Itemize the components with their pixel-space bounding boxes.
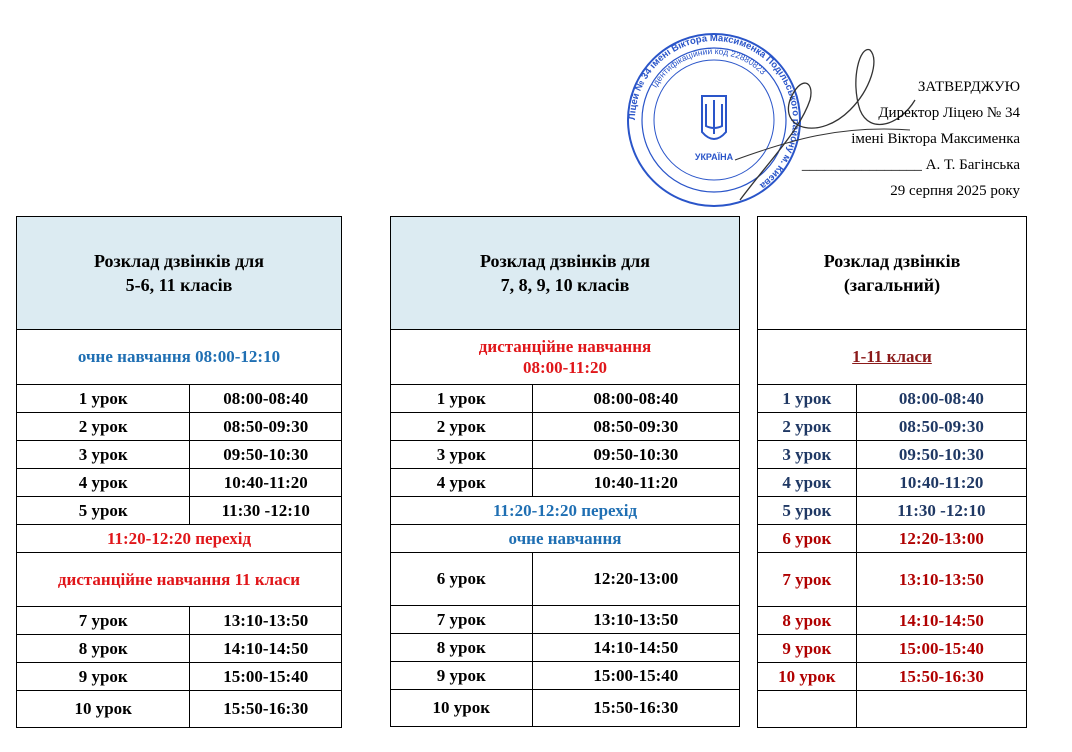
mode-row: очне навчання bbox=[391, 525, 740, 553]
lesson-time: 15:00-15:40 bbox=[532, 662, 739, 690]
approval-school: імені Віктора Максименка bbox=[851, 131, 1020, 147]
lesson-time: 09:50-10:30 bbox=[856, 441, 1026, 469]
lesson-label: 1 урок bbox=[17, 385, 190, 413]
lesson-time: 08:00-08:40 bbox=[532, 385, 739, 413]
lesson-time: 10:40-11:20 bbox=[532, 469, 739, 497]
lesson-label: 8 урок bbox=[391, 634, 533, 662]
lesson-time: 09:50-10:30 bbox=[532, 441, 739, 469]
transition-row: 11:20-12:20 перехід bbox=[17, 525, 342, 553]
table-header: Розклад дзвінків для 7, 8, 9, 10 класів bbox=[391, 217, 740, 330]
lesson-time: 08:50-09:30 bbox=[532, 413, 739, 441]
lesson-time: 11:30 -12:10 bbox=[856, 497, 1026, 525]
lesson-label: 10 урок bbox=[391, 690, 533, 727]
lesson-label: 2 урок bbox=[758, 413, 857, 441]
lesson-label: 5 урок bbox=[758, 497, 857, 525]
lesson-label: 5 урок bbox=[17, 497, 190, 525]
lesson-time: 08:50-09:30 bbox=[190, 413, 342, 441]
schedule-table-general bbox=[757, 216, 1027, 728]
lesson-label: 1 урок bbox=[391, 385, 533, 413]
lesson-label: 7 урок bbox=[758, 553, 857, 607]
mode-row: очне навчання 08:00-12:10 bbox=[17, 330, 342, 385]
lesson-label: 3 урок bbox=[391, 441, 533, 469]
schedule-table-5-6-11 bbox=[16, 216, 342, 728]
lesson-label: 9 урок bbox=[758, 635, 857, 663]
table-header: Розклад дзвінків для 5-6, 11 класів bbox=[17, 217, 342, 330]
schedule-table-7-10 bbox=[390, 216, 740, 727]
empty-cell bbox=[758, 691, 857, 728]
lesson-time: 14:10-14:50 bbox=[190, 635, 342, 663]
lesson-label: 4 урок bbox=[758, 469, 857, 497]
mode-row: дистанційне навчання 11 класи bbox=[17, 553, 342, 607]
lesson-label: 3 урок bbox=[758, 441, 857, 469]
stamp-country: УКРАЇНА bbox=[694, 152, 734, 162]
lesson-label: 10 урок bbox=[758, 663, 857, 691]
lesson-time: 15:50-16:30 bbox=[532, 690, 739, 727]
empty-cell bbox=[856, 691, 1026, 728]
lesson-label: 2 урок bbox=[391, 413, 533, 441]
lesson-time: 15:00-15:40 bbox=[856, 635, 1026, 663]
lesson-time: 08:50-09:30 bbox=[856, 413, 1026, 441]
stamp-code-text: Ідентифікаційний код 22880823 bbox=[649, 45, 769, 90]
lesson-time: 14:10-14:50 bbox=[856, 607, 1026, 635]
lesson-time: 10:40-11:20 bbox=[856, 469, 1026, 497]
lesson-time: 15:50-16:30 bbox=[856, 663, 1026, 691]
classes-label: 1-11 класи bbox=[852, 347, 932, 366]
lesson-label: 4 урок bbox=[17, 469, 190, 497]
lesson-label: 10 урок bbox=[17, 691, 190, 728]
lesson-time: 14:10-14:50 bbox=[532, 634, 739, 662]
lesson-label: 4 урок bbox=[391, 469, 533, 497]
lesson-label: 8 урок bbox=[758, 607, 857, 635]
lesson-time: 13:10-13:50 bbox=[532, 606, 739, 634]
lesson-time: 15:00-15:40 bbox=[190, 663, 342, 691]
approval-position: Директор Ліцею № 34 bbox=[878, 105, 1020, 121]
lesson-label: 6 урок bbox=[391, 553, 533, 606]
lesson-time: 10:40-11:20 bbox=[190, 469, 342, 497]
table-header: Розклад дзвінків (загальний) bbox=[758, 217, 1027, 330]
lesson-label: 3 урок bbox=[17, 441, 190, 469]
approval-signer: ________________ А. Т. Багінська bbox=[801, 157, 1020, 173]
lesson-time: 09:50-10:30 bbox=[190, 441, 342, 469]
transition-row: 11:20-12:20 перехід bbox=[391, 497, 740, 525]
lesson-time: 13:10-13:50 bbox=[190, 607, 342, 635]
classes-row bbox=[758, 330, 1027, 385]
lesson-label: 7 урок bbox=[17, 607, 190, 635]
approval-title: ЗАТВЕРДЖУЮ bbox=[917, 79, 1020, 95]
lesson-label: 1 урок bbox=[758, 385, 857, 413]
approval-date: 29 серпня 2025 року bbox=[890, 183, 1020, 199]
lesson-time: 15:50-16:30 bbox=[190, 691, 342, 728]
lesson-time: 12:20-13:00 bbox=[856, 525, 1026, 553]
lesson-time: 08:00-08:40 bbox=[856, 385, 1026, 413]
lesson-time: 12:20-13:00 bbox=[532, 553, 739, 606]
stamp-outer-text: Ліцей № 34 імені Віктора Максименка Подільського району м. Києва bbox=[626, 32, 802, 192]
lesson-label: 8 урок bbox=[17, 635, 190, 663]
mode-row: дистанційне навчання 08:00-11:20 bbox=[391, 330, 740, 385]
lesson-label: 9 урок bbox=[391, 662, 533, 690]
lesson-label: 6 урок bbox=[758, 525, 857, 553]
lesson-label: 9 урок bbox=[17, 663, 190, 691]
lesson-time: 11:30 -12:10 bbox=[190, 497, 342, 525]
lesson-time: 13:10-13:50 bbox=[856, 553, 1026, 607]
lesson-label: 7 урок bbox=[391, 606, 533, 634]
trident-icon bbox=[702, 96, 726, 139]
approval-block bbox=[802, 74, 1020, 204]
lesson-time: 08:00-08:40 bbox=[190, 385, 342, 413]
lesson-label: 2 урок bbox=[17, 413, 190, 441]
